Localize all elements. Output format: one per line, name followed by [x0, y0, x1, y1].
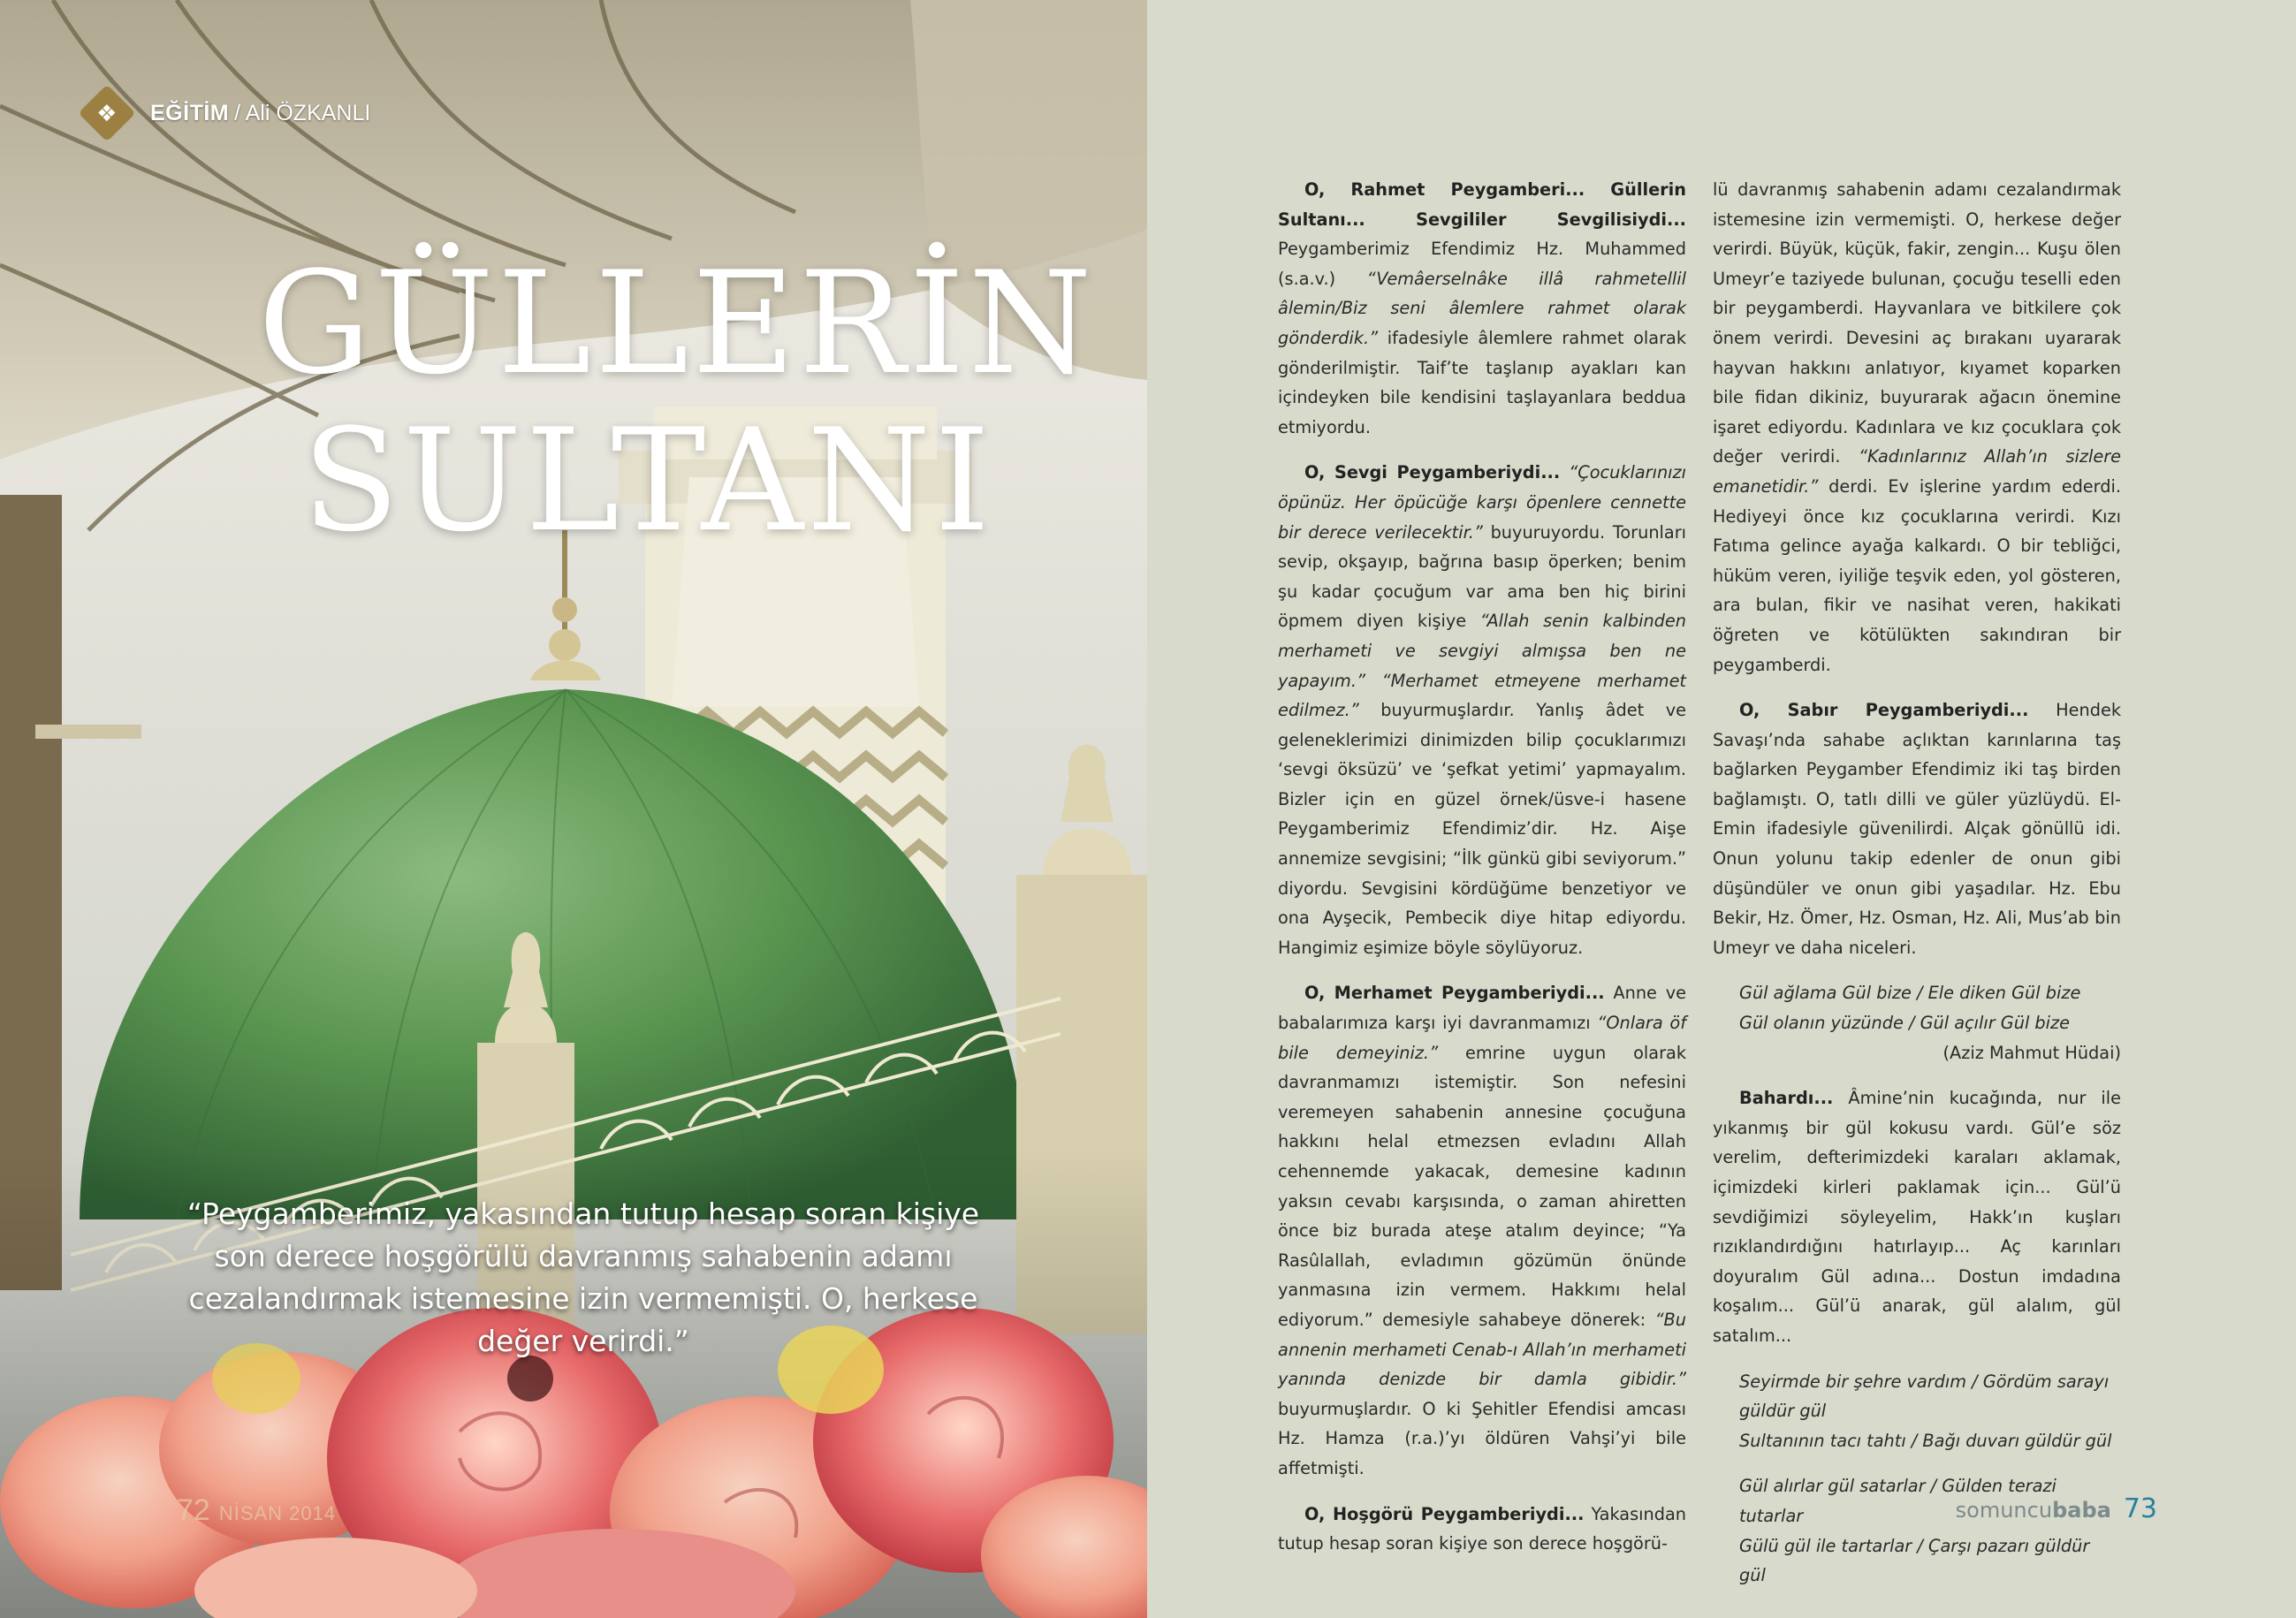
pull-quote: “Peygamberimiz, yakasından tutup hesap soran kişiye son derece hoşgörülü davranmış sahabenin adamı cezalandırmak istemesine izin vermemişti. O, herkese değer verirdi.” [186, 1196, 980, 1358]
paragraph-lead: O, Sevgi Peygamberiydi... [1304, 462, 1561, 483]
paragraph-merhamet [1278, 978, 1686, 1483]
poem-line: Gül alırlar gül satarlar / Gülden terazi tutarlar [1739, 1476, 2057, 1526]
paragraph-text: buyurmuşlardır. Yanlış âdet ve geleneklerimizi dinimizden bilip çocuklarımızı ‘sevgi öksüzü’ ve ‘şefkat yetimi’ yapmayalım. Bizler için en güzel örnek/üsve-i hasene Peygamberimiz Efendimiz’dir. Hz. Aişe annemize sevgisini; “İlk günkü gibi seviyorum.” diyordu. Sevgisini kördüğüme benzetiyor ve ona Ayşecik, Pembecik diye hitap ediyordu. Hangimiz eşimize böyle söylüyoruz. [1278, 700, 1686, 958]
left-page-photo [0, 0, 1147, 1618]
poem-line: Gül olanın yüzünde / Gül açılır Gül bize [1739, 1013, 2071, 1034]
paragraph-text: ifadesiyle âlemlere rahmet olarak gönderilmiştir. Taif’te taşlanıp ayakları kan içindeyken bile kendisini taşlayanlara beddua etmiyordu. [1278, 327, 1686, 437]
paragraph-lead: O, Rahmet Peygamberi... Güllerin Sultanı... Sevgililer Sevgilisiydi... [1278, 179, 1686, 230]
paragraph-hosgoru [1278, 1500, 1686, 1559]
paragraph-quote: “Bu annenin merhameti Cenab-ı Allah’ın merhameti yanında denizde bir damla gibidir.” [1278, 1309, 1686, 1390]
author-name: / Ali ÖZKANLI [234, 100, 371, 125]
paragraph-text: Yakasından tutup hesap soran kişiye son derece hoşgörü- [1278, 1503, 1686, 1554]
paragraph-quote: “Onlara öf bile demeyiniz.” [1278, 1013, 1686, 1063]
right-page-number: 73 [2123, 1493, 2157, 1524]
right-page-footer [1956, 1493, 2157, 1524]
paragraph-text: derdi. Ev işlerine yardım ederdi. Hediyeyi önce kız çocuklarına verirdi. Kızı Fatıma gelince ayağa kalkardı. O bir tebliğci, hüküm veren, iyiliğe teşvik eden, yol gösteren, ara bulan, fikir ve nasihat veren, hakikati öğreten ve kötülükten sakındıran bir peygamberdi. [1713, 475, 2121, 675]
paragraph-sevgi [1278, 458, 1686, 962]
poem-line: Gül ağlama Gül bize / Ele diken Gül bize [1739, 983, 2081, 1004]
paragraph-lead: O, Hoşgörü Peygamberiydi... [1304, 1503, 1585, 1524]
issue-date: NİSAN 2014 [218, 1502, 337, 1524]
paragraph-continued [1713, 175, 2121, 680]
section-header [87, 87, 370, 140]
poem-line: Sultanının tacı tahtı / Bağı duvarı güldür gül [1739, 1430, 2112, 1451]
poem-stanza-2 [1713, 1367, 2121, 1456]
left-page-folio [177, 1493, 336, 1528]
paragraph-quote: “Kadınlarınız Allah’ın sizlere emanetidir.” [1713, 446, 2121, 497]
left-page-number: 72 [177, 1493, 210, 1527]
article-title-line-2: SULTANI [302, 398, 994, 563]
right-page-text [1147, 0, 2296, 1618]
paragraph-sabir [1713, 695, 2121, 962]
text-column-left [1278, 175, 1686, 1575]
paragraph-text: Anne ve babalarımıza karşı iyi davranmamızı [1278, 983, 1686, 1034]
paragraph-text: Hendek Savaşı’nda sahabe açlıktan karınlarına taş bağlarken Peygamber Efendimiz iki taş birden bağlamıştı. O, tatlı dilli ve güler yüzlüydü. El-Emin ifadesiyle güvenilirdi. Alçak gönüllü idi. Onun yolunu takip edenler de onun gibi düşündüler ve onun gibi yaşadılar. Hz. Ebu Bekir, Hz. Ömer, Hz. Osman, Hz. Ali, Mus’ab bin Umeyr ve daha niceleri. [1713, 700, 2121, 958]
poem-line: Gülü gül ile tartarlar / Çarşı pazarı güldür gül [1739, 1535, 2090, 1586]
text-column-right [1713, 175, 2121, 1607]
paragraph-lead: O, Sabır Peygamberiydi... [1739, 700, 2029, 721]
paragraph-lead: Bahardı... [1739, 1088, 1834, 1109]
article-title-line-1: GÜLLERİN [258, 240, 1096, 406]
paragraph-rahmet [1278, 175, 1686, 442]
poem-attribution: (Aziz Mahmut Hüdai) [1942, 1042, 2121, 1063]
diamond-ornament-icon: ❖ [78, 84, 135, 141]
paragraph-text: Peygamberimiz Efendimiz Hz. Muhammed (s.a.v.) [1278, 239, 1686, 289]
paragraph-text [1560, 462, 1569, 482]
magazine-brand: somuncu [1955, 1498, 2053, 1523]
paragraph-quote: “Allah senin kalbinden merhameti ve sevgiyi almışsa ben ne yapayım.” “Merhamet etmeyene merhamet edilmez.” [1278, 611, 1686, 721]
paragraph-quote: “Vemâerselnâke illâ rahmetellil âlemin/Biz seni âlemlere rahmet olarak gönderdik.” [1278, 268, 1686, 348]
poem-line: Seyirmde bir şehre vardım / Gördüm sarayı güldür gül [1739, 1371, 2110, 1422]
paragraph-text: buyurmuşlardır. O ki Şehitler Efendisi amcası Hz. Hamza (r.a.)’yı öldüren Vahşi’yi bile affetmişti. [1278, 1398, 1686, 1478]
poem-stanza-1 [1713, 978, 2121, 1067]
paragraph-lead: O, Merhamet Peygamberiydi... [1304, 983, 1605, 1004]
poem-stanza-3 [1713, 1471, 2121, 1590]
paragraph-bahar [1713, 1083, 2121, 1350]
section-label: EĞİTİM [150, 100, 230, 125]
paragraph-text: buyuruyordu. Torunları sevip, okşayıp, bağrına basıp öperken; benim şu kadar çocuğum var ama ben hiç birini öpmem diyen kişiye [1278, 521, 1687, 632]
magazine-brand-bold: baba [2052, 1498, 2111, 1523]
paragraph-quote: “Çocuklarınızı öpünüz. Her öpücüğe karşı öpenlere cennette bir derece verilecektir.” [1278, 462, 1686, 543]
paragraph-text: emrine uygun olarak davranmamızı istemiştir. Son nefesini veremeyen sahabenin annesine çocuğuna hakkını helal etmezsen evladını Allah cehennemde yakacak, demesine kadının yaksın cevabı karşısında, o zaman ahiretten önce biz burada ateşe atalım deyince; “Ya Rasûlallah, evladımın gözümün önünde yanmasına izin vermem. Hakkımı helal ediyorum.” demesiyle sahabeye dönerek: [1278, 1042, 1686, 1330]
paragraph-text: Âmine’nin kucağında, nur ile yıkanmış bir gül kokusu vardı. Gül’e söz verelim, defterimizdeki karaları aklamak, içimizdeki kirleri paklamak için... Gül’ü sevdiğimizi söyleyelim, Hakk’ın kuşları rızıklandırdığını hatırlayıp... Aç karınları doyuralım Gül adına... Dostun imdadına koşalım... Gül’ü anarak, gül alalım, gül satalım... [1713, 1088, 2121, 1346]
paragraph-text: lü davranmış sahabenin adamı cezalandırmak istemesine izin vermemişti. O, herkese değer verirdi. Büyük, küçük, fakir, zengin... Kuşu ölen Umeyr’e taziyede bulunan, çocuğu teselli eden bir peygamberdi. Hayvanlara ve bitkilere çok önem verirdi. Devesini aç bırakanı uyararak hayvan hakkını anlatıyor, kıyamet koparken bile fidan dikiniz, buyurarak ağacın önemine işaret ediyordu. Kadınlara ve kız çocuklara çok değer verirdi. [1713, 179, 2121, 467]
